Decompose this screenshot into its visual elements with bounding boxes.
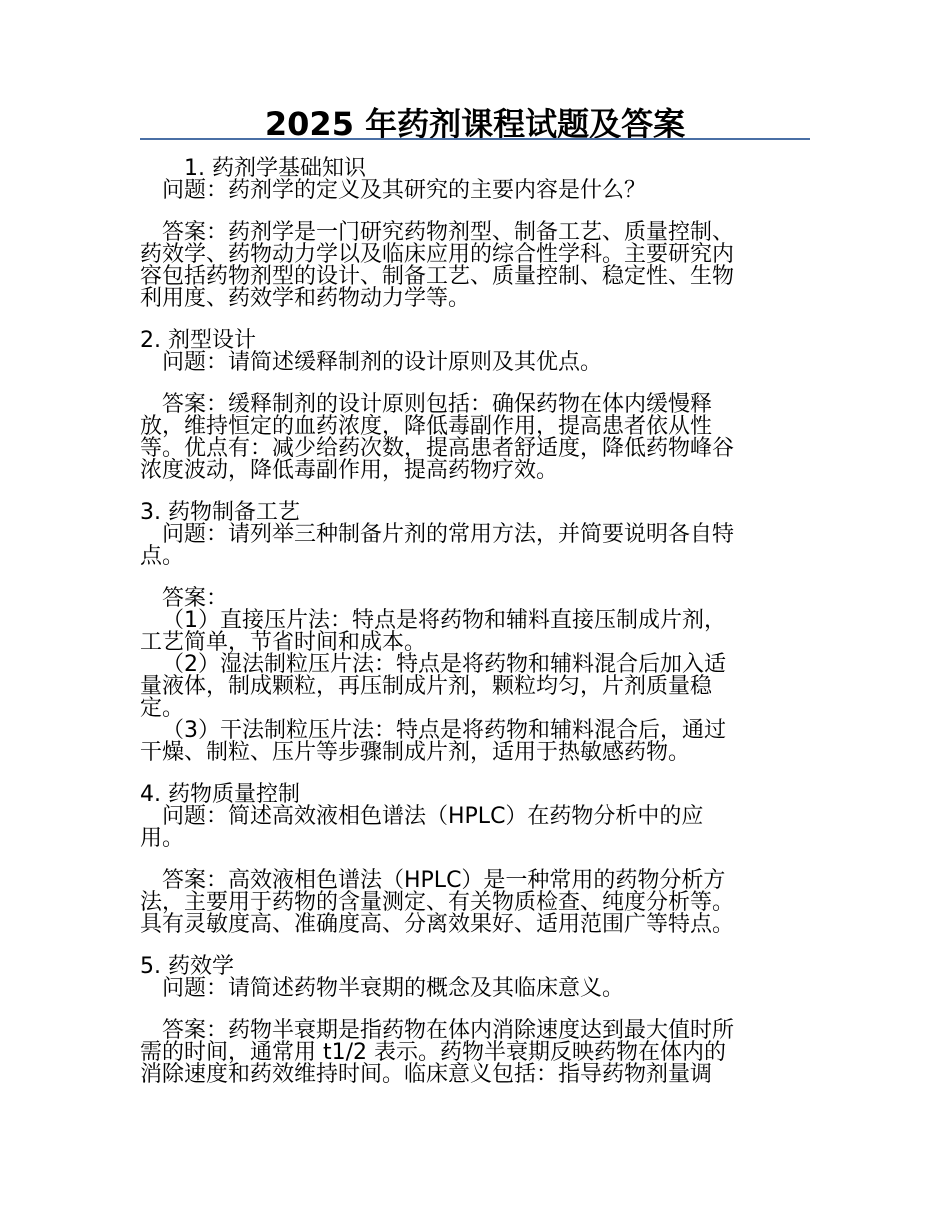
question-text: 用。 [140, 826, 185, 851]
question-text: 问题：请列举三种制备片剂的常用方法，并简要说明各自特 [162, 522, 735, 547]
page-title: 2025 年药剂课程试题及答案 [264, 105, 686, 143]
list-item: （2）湿法制粒压片法：特点是将药物和辅料混合后加入适 [162, 652, 726, 677]
list-item: 工艺简单，节省时间和成本。 [140, 630, 427, 655]
list-item: （1）直接压片法：特点是将药物和辅料直接压制成片剂， [162, 608, 726, 633]
document-body [140, 158, 810, 1086]
list-item: 定。 [140, 696, 185, 721]
question-text: 问题：简述高效液相色谱法（HPLC）在药物分析中的应 [162, 804, 704, 829]
answer-line: 等。优点有：减少给药次数，提高患者舒适度，降低药物峰谷 [140, 436, 735, 461]
answer-line: 放，维持恒定的血药浓度，降低毒副作用，提高患者依从性 [140, 414, 713, 439]
answer-line: 答案：药剂学是一门研究药物剂型、制备工艺、质量控制、 [162, 220, 735, 245]
section-heading: 2. 剂型设计 [140, 328, 256, 353]
question-text: 点。 [140, 544, 185, 569]
answer-line: 需的时间，通常用 t1/2 表示。药物半衰期反映药物在体内的 [140, 1040, 727, 1065]
section-heading: 1. 药剂学基础知识 [184, 156, 366, 181]
question-text: 问题：药剂学的定义及其研究的主要内容是什么？ [162, 178, 647, 203]
answer-line: 法，主要用于药物的含量测定、有关物质检查、纯度分析等。 [140, 890, 735, 915]
answer-line: 答案：高效液相色谱法（HPLC）是一种常用的药物分析方 [162, 868, 726, 893]
list-item: 量液体，制成颗粒，再压制成片剂，颗粒均匀，片剂质量稳 [140, 674, 713, 699]
section-heading: 3. 药物制备工艺 [140, 500, 300, 525]
question-text: 问题：请简述药物半衰期的概念及其临床意义。 [162, 976, 625, 1001]
title-underline [140, 138, 810, 140]
answer-line: 浓度波动，降低毒副作用，提高药物疗效。 [140, 458, 559, 483]
list-item: （3）干法制粒压片法：特点是将药物和辅料混合后，通过 [162, 718, 726, 743]
answer-line: 容包括药物剂型的设计、制备工艺、质量控制、稳定性、生物 [140, 264, 735, 289]
section-heading: 4. 药物质量控制 [140, 782, 300, 807]
answer-line: 答案：药物半衰期是指药物在体内消除速度达到最大值时所 [162, 1018, 735, 1043]
section-heading: 5. 药效学 [140, 954, 234, 979]
answer-label: 答案： [162, 586, 229, 611]
answer-line: 具有灵敏度高、准确度高、分离效果好、适用范围广等特点。 [140, 912, 735, 937]
question-text: 问题：请简述缓释制剂的设计原则及其优点。 [162, 350, 603, 375]
answer-line: 消除速度和药效维持时间。临床意义包括：指导药物剂量调 [140, 1062, 713, 1087]
answer-line: 药效学、药物动力学以及临床应用的综合性学科。主要研究内 [140, 242, 735, 267]
list-item: 干燥、制粒、压片等步骤制成片剂，适用于热敏感药物。 [140, 740, 691, 765]
answer-line: 答案：缓释制剂的设计原则包括：确保药物在体内缓慢释 [162, 392, 713, 417]
answer-line: 利用度、药效学和药物动力学等。 [140, 286, 471, 311]
